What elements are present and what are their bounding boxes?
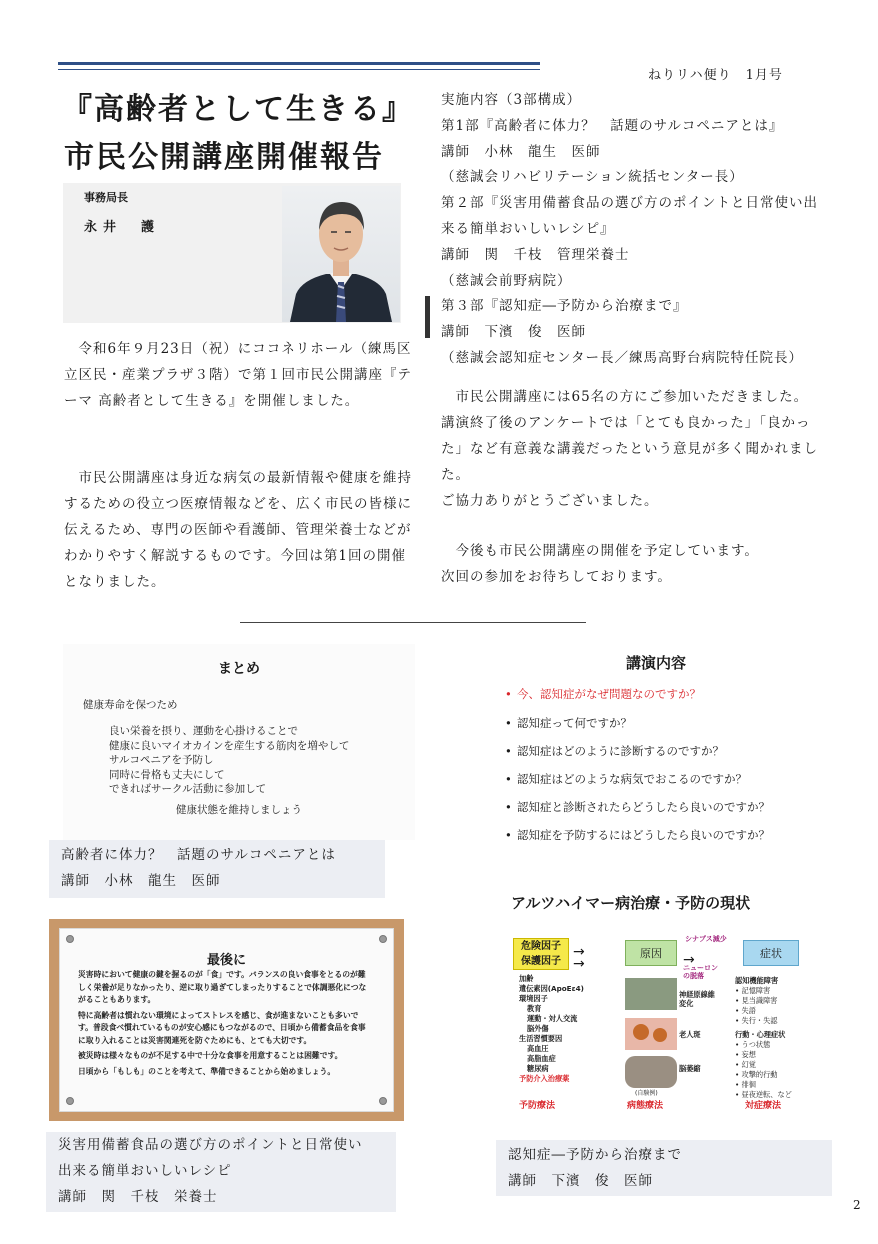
program-list (441, 88, 861, 372)
last-slide-title: 最後に (206, 953, 246, 968)
summary-slide-footer: 健康状態を維持しましょう (176, 804, 302, 816)
author-role: 事務局長 (84, 191, 128, 204)
pin-icon (379, 935, 387, 943)
pin-icon (66, 1097, 74, 1105)
program-line: 第２部『災害用備蓄食品の選び方のポイントと日常使い出来る簡単おいしいレシピ』 (441, 195, 818, 237)
lecture-item: • 認知症を予防するにはどうしたら良いのですか？ (505, 828, 770, 842)
pin-icon (66, 935, 74, 943)
caption-line: 講師 小林 龍生 医師 (61, 873, 221, 889)
alzheimer-slide (497, 882, 815, 1120)
factor-item: 脳外傷 (527, 1024, 549, 1033)
symptom-head: 認知機能障害 (735, 976, 779, 985)
bottom-label: 対症療法 (745, 1101, 782, 1111)
summary-line: 良い栄養を摂り、運動を心掛けることで (109, 725, 298, 737)
symptom-box: 症状 (743, 940, 799, 966)
prevention-label: 予防介入治療薬 (519, 1074, 570, 1083)
lecture-item-label: 今、認知症がなぜ問題なのですか？ (517, 687, 701, 701)
lecture-item: • 認知症って何ですか？ (505, 716, 632, 730)
factor-item: 加齢 (519, 974, 534, 983)
caption-line: 認知症―予防から治療まで (508, 1147, 682, 1163)
last-caption (46, 1132, 396, 1212)
last-paragraph: 被災時は様々なものが不足する中で十分な食事を用意することは困難です。 (78, 1051, 343, 1060)
caption-line: 出来る簡単おいしいレシピ (58, 1163, 232, 1179)
symptom-item: 妄想 (741, 1050, 756, 1059)
summary-slide-title: まとめ (218, 661, 260, 677)
protect-label: 保護因子 (521, 956, 561, 967)
lecture-slide-title: 講演内容 (625, 654, 686, 672)
alzheimer-caption (496, 1140, 832, 1196)
last-slide-board (59, 928, 394, 1112)
caption-line: 高齢者に体力？ 話題のサルコペニアとは (61, 847, 336, 863)
program-line: 第３部『認知症―予防から治療まで』 (441, 298, 688, 315)
lecture-item-label: 認知症と診断されたらどうしたら良いのですか？ (517, 800, 770, 814)
mid-label: 脳萎縮 (679, 1064, 701, 1073)
program-line: 講師 小林 龍生 医師 (441, 143, 601, 160)
section-marker (425, 296, 430, 338)
factor-item: 環境因子 (519, 994, 548, 1003)
bottom-label: 予防療法 (519, 1101, 556, 1111)
author-name: 永井 護 (84, 220, 161, 235)
program-line: 講師 下濱 俊 医師 (441, 324, 586, 341)
factor-item: 糖尿病 (527, 1064, 549, 1073)
summary-line: サルコペニアを予防し (109, 754, 214, 766)
lecture-item-label: 認知症はどのように診断するのですか？ (517, 744, 724, 758)
lecture-item-label: 認知症を予防するにはどうしたら良いのですか？ (517, 828, 770, 842)
synapse-label: シナプス減少 (685, 935, 727, 943)
symptom-item: 見当識障害 (741, 996, 778, 1005)
bottom-label: 病態療法 (627, 1101, 664, 1111)
last-paragraph: 日頃から「もしも」のことを考えて、準備できることから始めましょう。 (78, 1066, 336, 1076)
factor-item: 高脂血症 (527, 1054, 556, 1063)
summary-slide-lines (109, 724, 349, 797)
header-rule (58, 62, 540, 70)
factor-item: 高血圧 (527, 1044, 549, 1053)
last-paragraph: 災害時において健康の鍵を握るのが「食」です。バランスの良い食事をとるのが難しく栄養が足りなかったり、逆に取り過ぎてしまったりすることで体調悪化につながることもあります。 (78, 970, 367, 1004)
lecture-item: • 認知症はどのような病気でおこるのですか？ (505, 772, 747, 786)
summary-caption (49, 840, 385, 898)
mid-label: 老人斑 (679, 1030, 701, 1039)
caption-line: 講師 下濱 俊 医師 (508, 1173, 653, 1189)
factor-list (519, 974, 584, 1084)
symptom-list: 認知機能障害 • 記憶障害 • 見当識障害 • 失語 • 失行・失認 行動・心理症状 • うつ状態 • 妄想 • 幻覚 • 攻撃的行動 • 徘徊 • 昼夜逆転、など (735, 976, 792, 1099)
factor-item: 生活習慣要因 (519, 1034, 563, 1043)
page-number: 2 (853, 1198, 861, 1212)
arrow-icon: → (573, 956, 585, 972)
article-title-line2: 市民公開講座開催報告 (64, 140, 384, 175)
program-line: 第1部『高齢者に体力？ 話題のサルコペニアとは』 (441, 117, 784, 134)
symptom-item: 失行・失認 (741, 1016, 778, 1025)
cause-box: 原因 (625, 940, 677, 966)
intro-paragraph: 令和6年９月23日（祝）にココネリホール（練馬区立区民・産業プラザ３階）で第１回市民公開講座『テーマ 高齢者として生きる』を開催しました。 (64, 341, 412, 409)
summary-line: 同時に骨格も丈夫にして (109, 768, 225, 781)
symptom-item: 幻覚 (741, 1060, 756, 1069)
section-divider (240, 622, 586, 623)
arrow-icon: → (573, 944, 585, 960)
symptom-item: 徘徊 (741, 1080, 756, 1089)
mid-note: (自験例) (635, 1090, 658, 1097)
symptom-item: 昼夜逆転、など (741, 1090, 792, 1099)
symptom-item: うつ状態 (741, 1040, 771, 1049)
lecture-item: • 今、認知症がなぜ問題なのですか？ (505, 687, 701, 701)
caption-line: 災害用備蓄食品の選び方のポイントと日常使い (58, 1137, 363, 1153)
mid-label: 神経原線維 変化 (679, 990, 715, 1008)
factor-item: 遺伝素因(ApoEε4) (519, 984, 584, 993)
symptom-head: 行動・心理症状 (735, 1030, 786, 1039)
summary-line: 健康に良いマイオカインを産生する筋肉を増やして (109, 739, 350, 752)
last-slide (49, 919, 404, 1121)
alzheimer-slide-title: アルツハイマー病治療・予防の現状 (511, 894, 751, 912)
summary-line: できればサークル活動に参加して (109, 783, 267, 795)
tangle-image (625, 978, 677, 1010)
symptom-item: 攻撃的行動 (741, 1070, 778, 1079)
arrow-icon: → (683, 952, 695, 968)
attendance-paragraph: 市民公開講座には65名の方にご参加いただきました。講演終了後のアンケートでは「とても良かった」「良かった」など有意義な講義だったという意見が多く聞かれました。 ご協力ありがとうございました。 (441, 389, 818, 509)
pin-icon (379, 1097, 387, 1105)
last-paragraph: 特に高齢者は慣れない環境によってストレスを感じ、食が進まないことも多いです。普段食べ慣れているものが安心感にもつながるので、日頃から備蓄食品を食事に取り入れることは災害関連死を防ぐためにも、とても大切です。 (78, 1010, 366, 1045)
summary-slide-subtitle: 健康寿命を保つため (83, 699, 178, 711)
factor-item: 運動・対人交流 (527, 1014, 578, 1023)
program-line: （慈誠会認知症センター長／練馬高野台病院特任院長） (441, 349, 803, 366)
program-line: （慈誠会リハビリテーション統括センター長） (441, 169, 744, 186)
atrophy-image (625, 1056, 677, 1088)
neuron-label: ニューロン の脱落 (683, 964, 718, 980)
article-title-line1: 『高齢者として生きる』 (62, 92, 414, 127)
risk-box (513, 938, 569, 970)
author-photo (282, 186, 400, 322)
symptom-item: 失語 (741, 1006, 756, 1015)
program-line: （慈誠会前野病院） (441, 272, 572, 289)
lecture-item-label: 認知症はどのような病気でおこるのですか？ (517, 772, 747, 786)
about-paragraph: 市民公開講座は身近な病気の最新情報や健康を維持するための役立つ医療情報などを、広く市民の皆様に伝えるため、専門の医師や看護師、管理栄養士などがわかりやすく解説するものです。今回は第1回の開催となりました。 (64, 470, 412, 590)
plaque-image (625, 1018, 677, 1050)
lecture-item-label: 認知症って何ですか？ (517, 716, 632, 730)
program-line: 実施内容（3部構成） (441, 92, 582, 108)
closing-paragraph: 今後も市民公開講座の開催を予定しています。 次回の参加をお待ちしております。 (441, 543, 759, 585)
caption-line: 講師 関 千枝 栄養士 (58, 1189, 218, 1205)
program-line: 講師 関 千枝 管理栄養士 (441, 246, 630, 263)
lecture-slide (497, 644, 815, 850)
issue-label: ねりリハ便り 1月号 (648, 68, 783, 83)
symptom-item: 記憶障害 (741, 986, 771, 995)
last-slide-text (78, 969, 373, 1081)
risk-label: 危険因子 (521, 941, 561, 952)
lecture-item: • 認知症はどのように診断するのですか？ (505, 744, 724, 758)
factor-item: 教育 (527, 1004, 542, 1013)
lecture-item: • 認知症と診断されたらどうしたら良いのですか？ (505, 800, 770, 814)
person-portrait-icon (282, 186, 400, 322)
summary-slide (63, 644, 415, 840)
